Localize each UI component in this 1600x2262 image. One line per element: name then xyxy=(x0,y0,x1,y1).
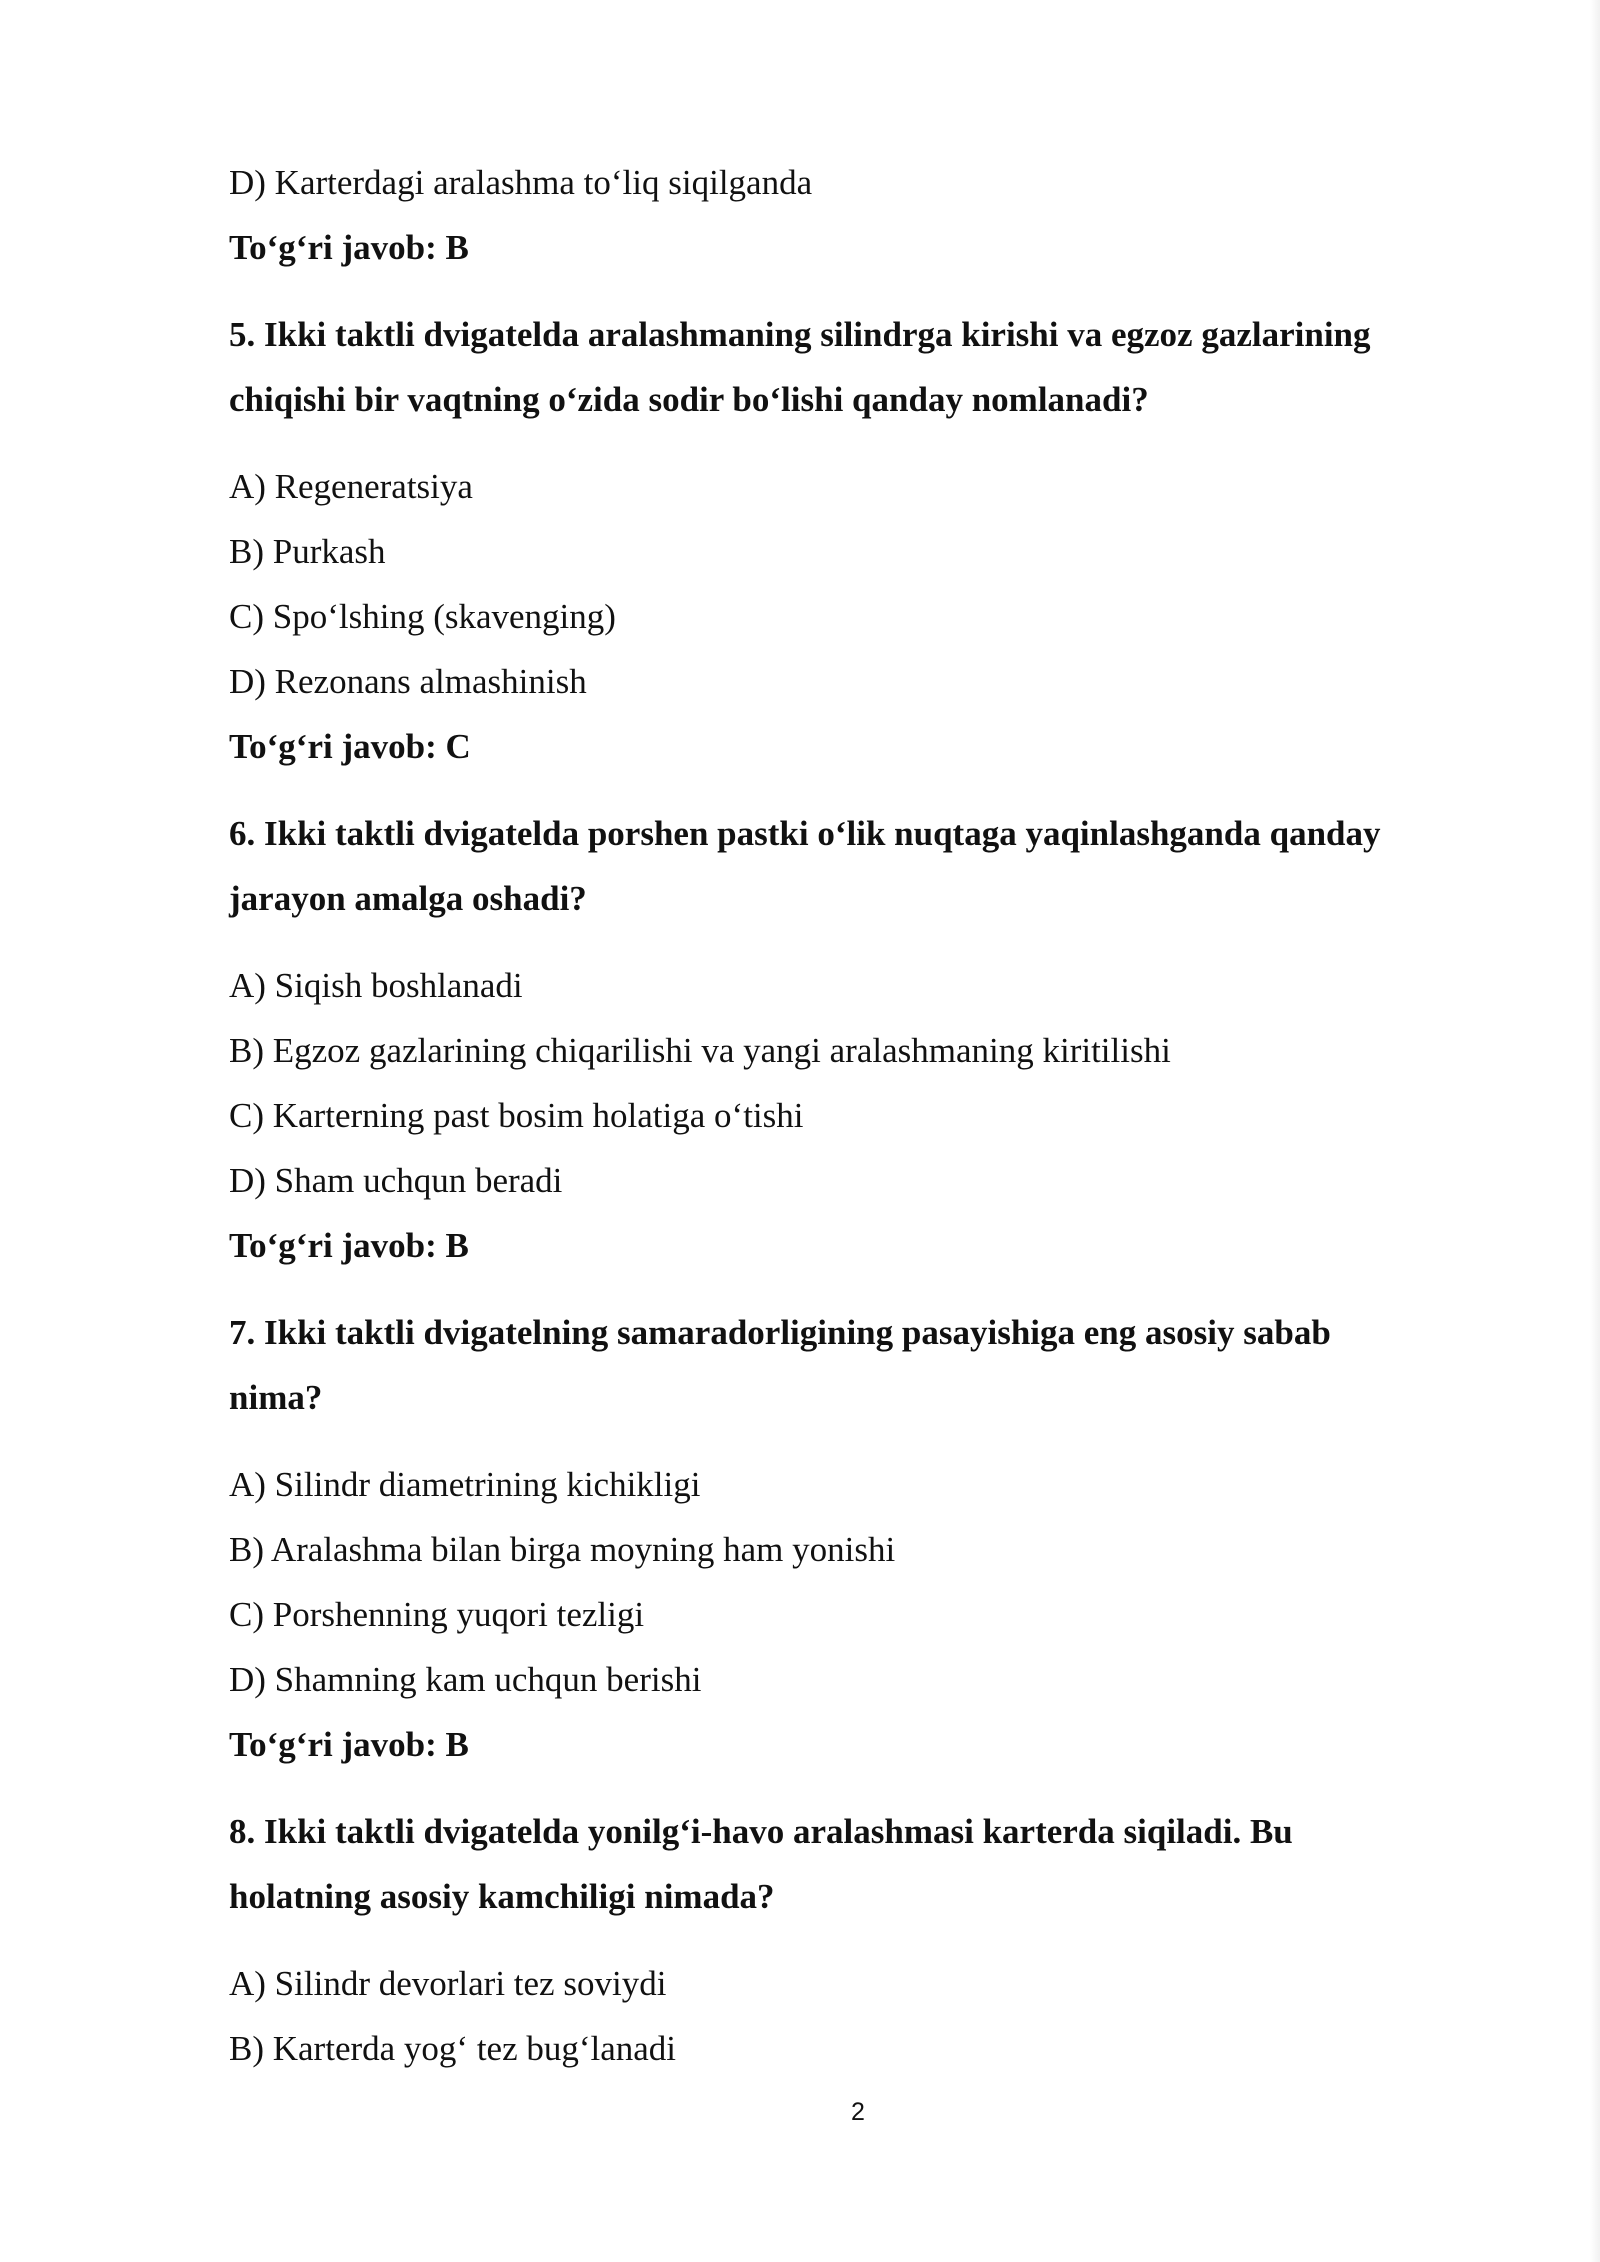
q7-option-b: B) Aralashma bilan birga moyning ham yonishi xyxy=(229,1530,896,1569)
q7-correct-answer: To‘g‘ri javob: B xyxy=(229,1725,469,1764)
page-edge-shadow xyxy=(1590,0,1600,2262)
q5-option-a: A) Regeneratsiya xyxy=(229,467,473,506)
q5-option-d: D) Rezonans almashinish xyxy=(229,662,587,701)
q4-option-d: D) Karterdagi aralashma to‘liq siqilganda xyxy=(229,163,813,202)
question-6-title xyxy=(229,801,1479,931)
q6-correct-answer: To‘g‘ri javob: B xyxy=(229,1226,469,1265)
q6-option-a: A) Siqish boshlanadi xyxy=(229,966,523,1005)
question-6-title-line-1: 6. Ikki taktli dvigatelda porshen pastki o‘lik nuqtaga yaqinlashganda qanday xyxy=(229,814,1381,853)
q7-option-c: C) Porshenning yuqori tezligi xyxy=(229,1595,645,1634)
q8-option-a: A) Silindr devorlari tez soviydi xyxy=(229,1964,667,2003)
question-8-title-line-1: 8. Ikki taktli dvigatelda yonilg‘i-havo aralashmasi karterda siqiladi. Bu xyxy=(229,1812,1293,1851)
q4-correct-answer: To‘g‘ri javob: B xyxy=(229,228,469,267)
q7-option-d: D) Shamning kam uchqun berishi xyxy=(229,1660,702,1699)
q8-option-b: B) Karterda yog‘ tez bug‘lanadi xyxy=(229,2029,677,2068)
q6-option-c: C) Karterning past bosim holatiga o‘tishi xyxy=(229,1096,804,1135)
question-5-title-line-2: chiqishi bir vaqtning o‘zida sodir bo‘lishi qanday nomlanadi? xyxy=(229,380,1149,419)
question-5-title-line-1: 5. Ikki taktli dvigatelda aralashmaning silindrga kirishi va egzoz gazlarining xyxy=(229,315,1371,354)
q5-correct-answer: To‘g‘ri javob: C xyxy=(229,727,471,766)
question-8-title xyxy=(229,1799,1479,1929)
question-8-title-line-2: holatning asosiy kamchiligi nimada? xyxy=(229,1877,775,1916)
page-number: 2 xyxy=(851,2098,865,2126)
q5-option-c: C) Spo‘lshing (skavenging) xyxy=(229,597,616,636)
q5-option-b: B) Purkash xyxy=(229,532,386,571)
question-7-title xyxy=(229,1300,1479,1430)
question-7-title-line-1: 7. Ikki taktli dvigatelning samaradorligining pasayishiga eng asosiy sabab xyxy=(229,1313,1331,1352)
question-6-title-line-2: jarayon amalga oshadi? xyxy=(229,879,587,918)
q6-option-b: B) Egzoz gazlarining chiqarilishi va yangi aralashmaning kiritilishi xyxy=(229,1031,1171,1070)
q6-option-d: D) Sham uchqun beradi xyxy=(229,1161,563,1200)
page-content xyxy=(229,150,1479,2081)
q7-option-a: A) Silindr diametrining kichikligi xyxy=(229,1465,701,1504)
question-5-title xyxy=(229,302,1479,432)
question-7-title-line-2: nima? xyxy=(229,1378,323,1417)
